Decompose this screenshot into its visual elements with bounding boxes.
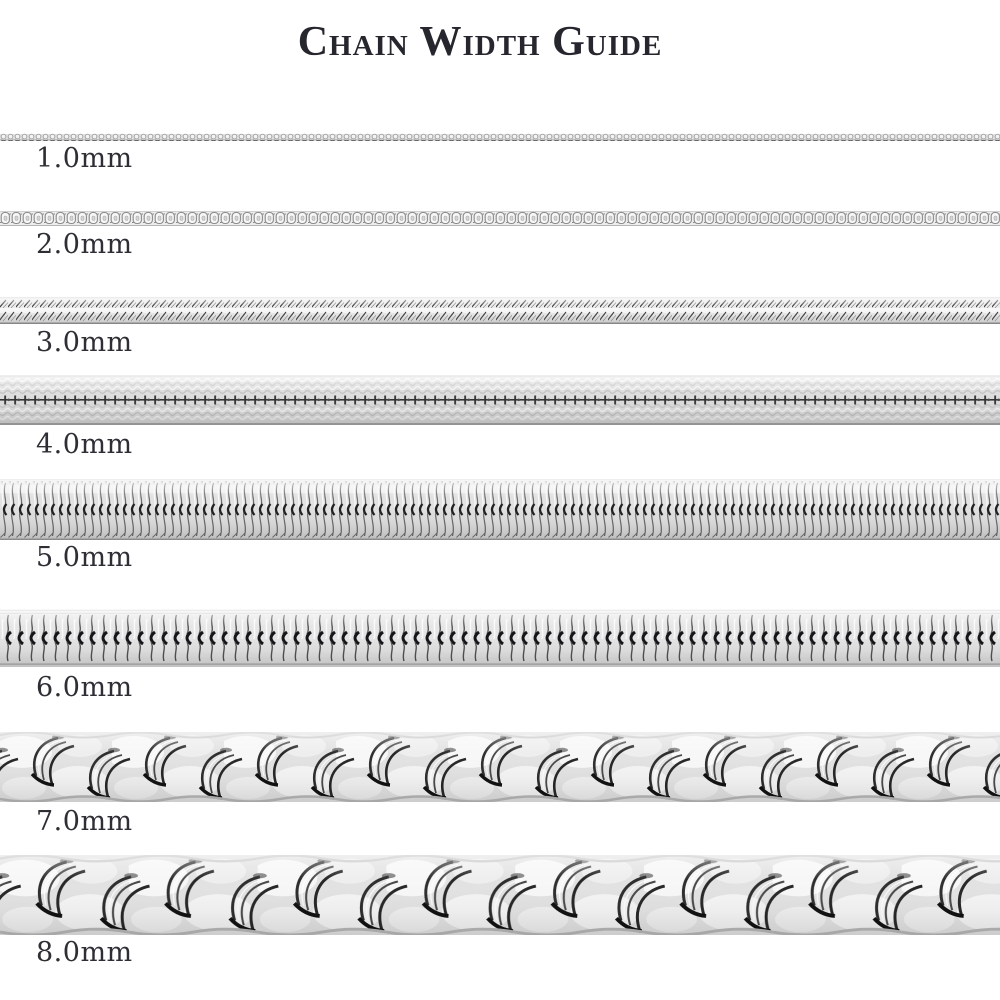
chain-image-snake-chain-mesh [0, 375, 1000, 425]
chain-width-label: 4.0mm [36, 429, 133, 460]
chain-width-label: 6.0mm [36, 672, 133, 703]
chain-image-rope-chain-large [0, 855, 1000, 935]
chain-row [0, 132, 1000, 142]
chain-width-label: 3.0mm [36, 327, 133, 358]
chain-row [0, 297, 1000, 324]
chain-image-snake-chain-fine [0, 297, 1000, 324]
chain-image-box-chain-fine [0, 132, 1000, 142]
chain-row [0, 609, 1000, 667]
chain-row [0, 479, 1000, 540]
chain-image-snake-chain-bold-rib [0, 609, 1000, 667]
chain-image-box-chain [0, 209, 1000, 229]
chain-row [0, 375, 1000, 425]
chain-width-label: 2.0mm [36, 229, 133, 260]
chain-row [0, 209, 1000, 229]
chain-width-label: 7.0mm [36, 806, 133, 837]
chain-image-snake-chain-ribbed [0, 479, 1000, 540]
chain-row [0, 732, 1000, 802]
chain-image-rope-chain [0, 732, 1000, 802]
chain-width-label: 8.0mm [36, 937, 133, 968]
chain-width-label: 5.0mm [36, 542, 133, 573]
chain-row [0, 855, 1000, 935]
page-title: Chain Width Guide [297, 19, 663, 65]
chain-width-label: 1.0mm [36, 143, 133, 174]
